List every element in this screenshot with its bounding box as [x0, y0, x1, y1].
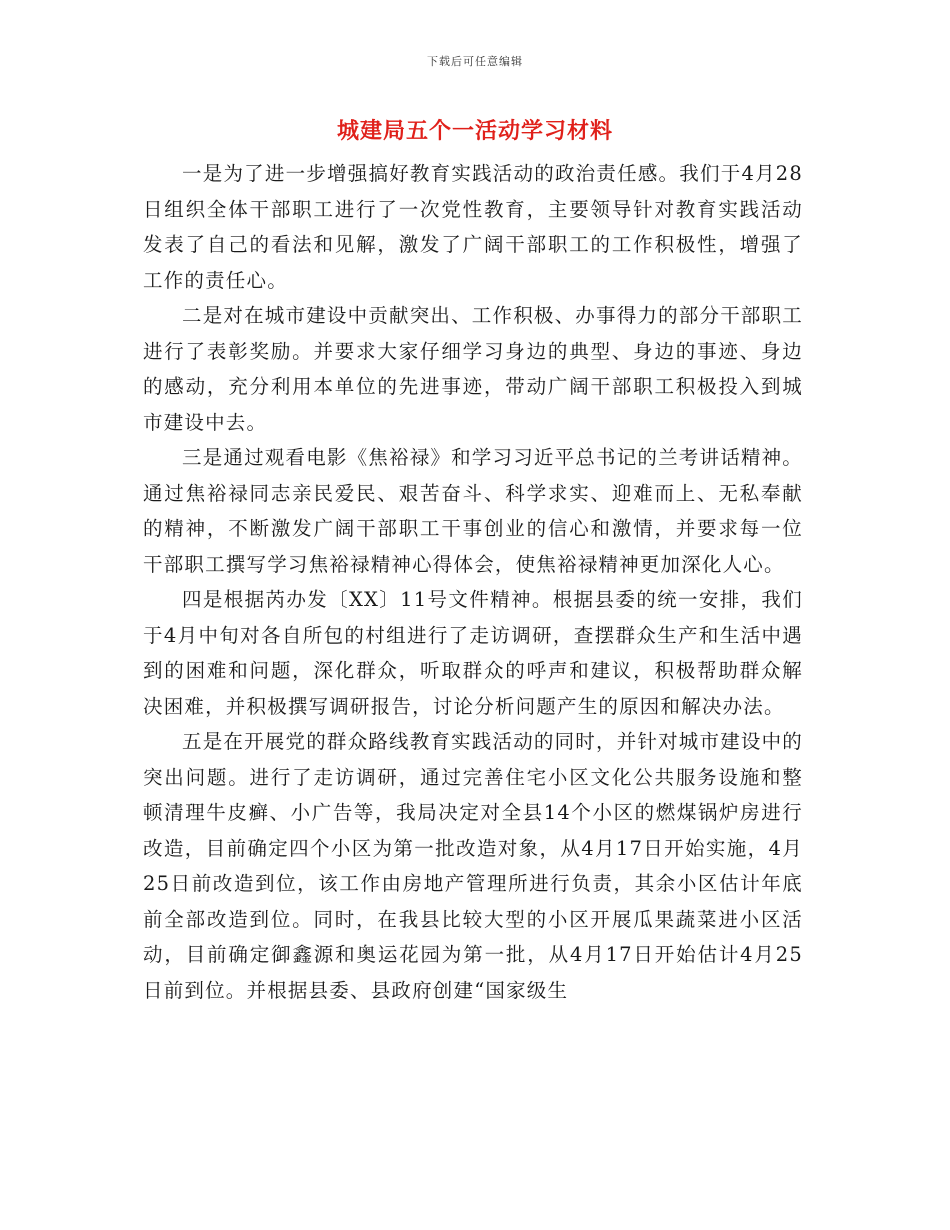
header-note: 下载后可任意编辑 — [427, 55, 523, 68]
paragraph-3: 三是通过观看电影《焦裕禄》和学习习近平总书记的兰考讲话精神。通过焦裕禄同志亲民爱民、艰苦奋斗、科学求实、迎难而上、无私奉献的精神，不断激发广阔干部职工干事创业的信心和激情，并要求每一位干部职工撰写学习焦裕禄精神心得体会，使焦裕禄精神更加深化人心。 — [143, 446, 804, 576]
document-body — [143, 156, 803, 1008]
paragraph-1: 一是为了进一步增强搞好教育实践活动的政治责任感。我们于4月28日组织全体干部职工进行了一次党性教育，主要领导针对教育实践活动发表了自己的看法和见解，激发了广阔干部职工的工作积极性，增强了工作的责任心。 — [143, 162, 803, 292]
paragraph-4: 四是根据芮办发〔XX〕11号文件精神。根据县委的统一安排，我们于4月中旬对各自所包的村组进行了走访调研，查摆群众生产和生活中遇到的困难和问题，深化群众，听取群众的呼声和建议，积极帮助群众解决困难，并积极撰写调研报告，讨论分析问题产生的原因和解决办法。 — [143, 588, 803, 718]
document-title: 城建局五个一活动学习材料 — [336, 118, 613, 144]
paragraph-5: 五是在开展党的群众路线教育实践活动的同时，并针对城市建设中的突出问题。进行了走访调研，通过完善住宅小区文化公共服务设施和整顿清理牛皮癣、小广告等，我局决定对全县14个小区的燃煤锅炉房进行改造，目前确定四个小区为第一批改造对象，从4月17日开始实施，4月25日前改造到位，该工作由房地产管理所进行负责，其余小区估计年底前全部改造到位。同时，在我县比较大型的小区开展瓜果蔬菜进小区活动，目前确定御鑫源和奥运花园为第一批，从4月17日开始估计4月25日前到位。并根据县委、县政府创建“国家级生 — [143, 730, 804, 1002]
paragraph-2: 二是对在城市建设中贡献突出、工作积极、办事得力的部分干部职工进行了表彰奖励。并要求大家仔细学习身边的典型、身边的事迹、身边的感动，充分利用本单位的先进事迹，带动广阔干部职工积极投入到城市建设中去。 — [143, 304, 804, 434]
